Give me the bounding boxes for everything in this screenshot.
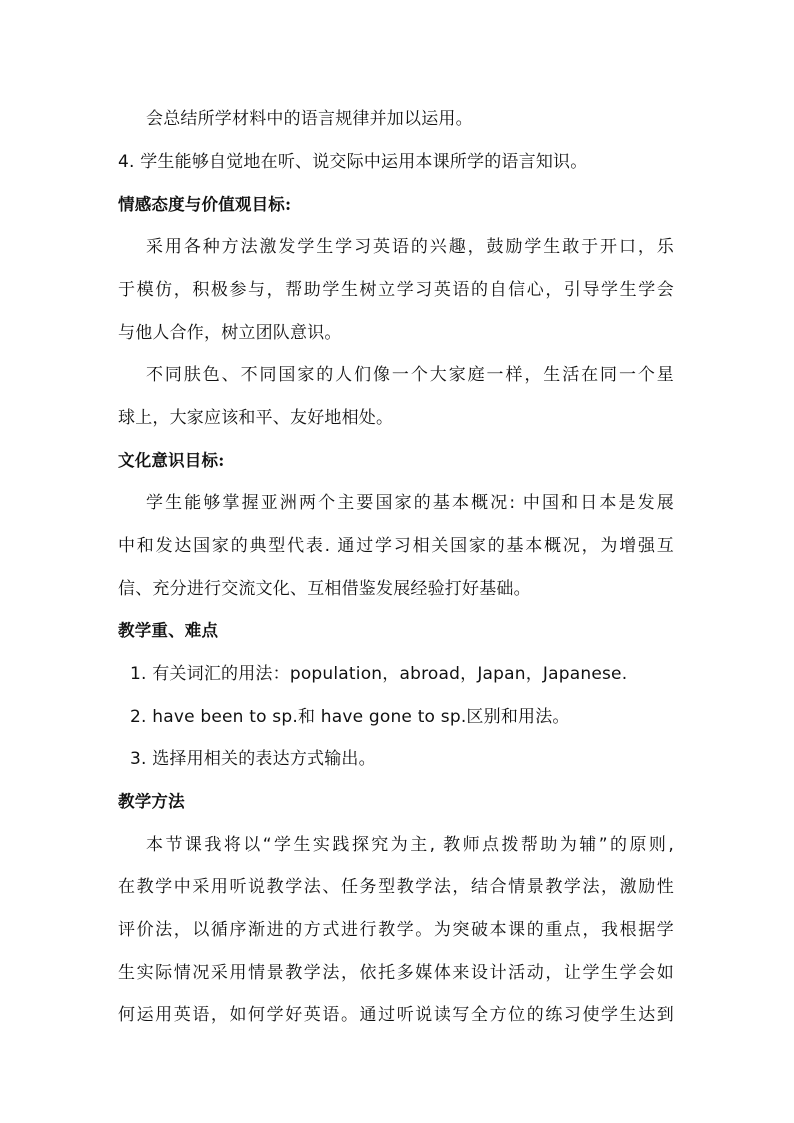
paragraph-world-line-2: 球上，大家应该和平、友好地相处。 bbox=[118, 408, 394, 428]
key-point-1: 1. 有关词汇的用法：population，abroad，Japan，Japanese. bbox=[130, 664, 628, 684]
paragraph-culture-line-2: 中和发达国家的典型代表. 通过学习相关国家的基本概况，为增强互 bbox=[118, 536, 674, 556]
heading-teaching-methods: 教学方法 bbox=[118, 792, 185, 811]
key-point-2: 2. have been to sp.和 have gone to sp.区别和用法。 bbox=[130, 707, 570, 727]
paragraph-emotion-line-3: 与他人合作，树立团队意识。 bbox=[118, 323, 342, 343]
paragraph-culture-line-1: 学生能够掌握亚洲两个主要国家的基本概况: 中国和日本是发展 bbox=[146, 493, 674, 513]
paragraph-emotion-line-1: 采用各种方法激发学生学习英语的兴趣，鼓励学生敢于开口，乐 bbox=[146, 237, 674, 257]
heading-key-points: 教学重、难点 bbox=[118, 621, 219, 640]
paragraph-culture-line-3: 信、充分进行交流文化、互相借鉴发展经验打好基础。 bbox=[118, 579, 531, 599]
heading-culture-goals: 文化意识目标: bbox=[118, 451, 225, 470]
paragraph-methods-line-4: 生实际情况采用情景教学法，依托多媒体来设计活动，让学生学会如 bbox=[118, 963, 674, 983]
paragraph-methods-line-1: 本节课我将以“学生实践探究为主, 教师点拨帮助为辅”的原则, bbox=[146, 835, 674, 855]
list-item-4: 4. 学生能够自觉地在听、说交际中运用本课所学的语言知识。 bbox=[118, 152, 588, 172]
heading-emotion-goals: 情感态度与价值观目标: bbox=[118, 195, 292, 214]
text-line-rules: 会总结所学材料中的语言规律并加以运用。 bbox=[146, 109, 473, 129]
paragraph-emotion-line-2: 于模仿，积极参与，帮助学生树立学习英语的自信心，引导学生学会 bbox=[118, 280, 674, 300]
paragraph-methods-line-5: 何运用英语，如何学好英语。通过听说读写全方位的练习使学生达到 bbox=[118, 1005, 674, 1025]
paragraph-methods-line-2: 在教学中采用听说教学法、任务型教学法，结合情景教学法，激励性 bbox=[118, 877, 674, 897]
paragraph-world-line-1: 不同肤色、不同国家的人们像一个大家庭一样，生活在同一个星 bbox=[146, 365, 674, 385]
paragraph-methods-line-3: 评价法，以循序渐进的方式进行教学。为突破本课的重点，我根据学 bbox=[118, 920, 674, 940]
key-point-3: 3. 选择用相关的表达方式输出。 bbox=[130, 749, 376, 769]
